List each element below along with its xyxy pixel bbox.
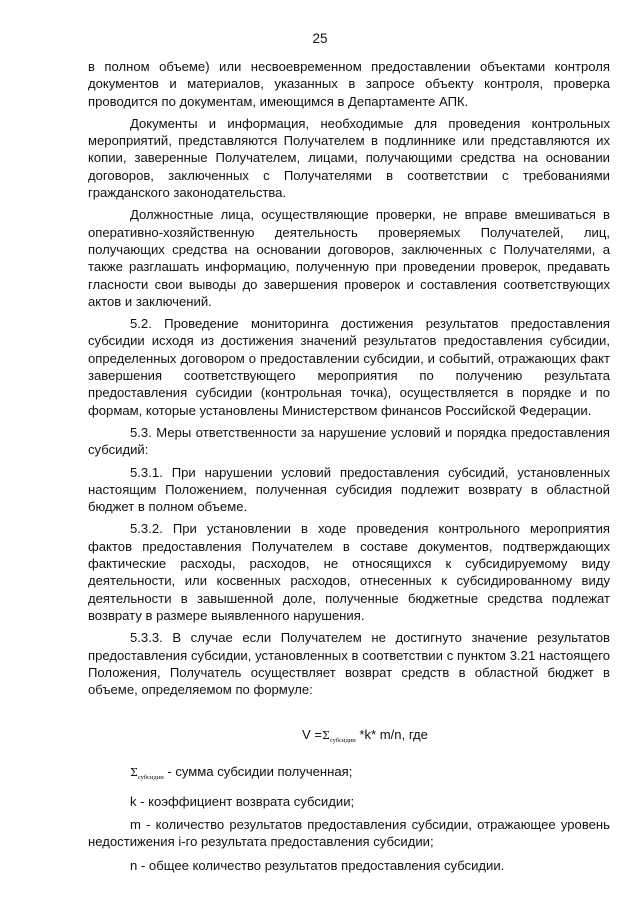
legend-n: n - общее количество результатов предоставления субсидии. (130, 857, 505, 873)
paragraph-5-3-1: 5.3.1. При нарушении условий предоставления субсидий, установленных настоящим Положением, полученная субсидия подлежит возврату в областной бюджет в полном объеме. (88, 464, 610, 515)
legend-sigma (88, 763, 610, 786)
sigma-subscript: субсидии (137, 774, 164, 782)
page-number: 25 (312, 31, 328, 46)
sigma-subscript: субсидии (329, 737, 356, 745)
paragraph-officials: Должностные лица, осуществляющие проверки, не вправе вмешиваться в оперативно-хозяйственную деятельность проверяемых Получателей, лиц, получающих средства на основании договоров, заключенных с Получателями, а также разглашать информацию, полученную при проведении проверок, предавать гласности свои выводы до завершения проверок и составления соответствующих актов и заключений. (88, 207, 610, 309)
paragraph-5-3-3: 5.3.3. В случае если Получателем не достигнуто значение результатов предоставления субсидии, установленных в соответствии с пунктом 3.21 настоящего Положения, Получатель осуществляет возврат средств в областной бюджет в объеме, определяемом по формуле: (88, 630, 610, 698)
legend-m: m - количество результатов предоставления субсидии, отражающее уровень недостижения i-го результата предоставления субсидии; (88, 816, 610, 850)
paragraph-5-3-2: 5.3.2. При установлении в ходе проведения контрольного мероприятия фактов предоставления Получателем в составе документов, подтверждающих фактические расходы, расходов, не относящихся к субсидируемому виду деятельности, или косвенных расходов, отнесенных к субсидированному виду деятельности в завышенной доле, полученные бюджетные средства подлежат возврату в размере выявленного нарушения. (88, 521, 610, 623)
paragraph-documents: Документы и информация, необходимые для проведения контрольных мероприятий, представляются Получателем в подлиннике или представляются их копии, заверенные Получателем, лицами, получающими средства на основании договоров, заключенных с Получателями в соответствии с требованиями гражданского законодательства. (88, 115, 610, 201)
sigma-symbol: Σ (130, 766, 138, 780)
legend-k: k - коэффициент возврата субсидии; (130, 793, 355, 809)
paragraph-continuation: в полном объеме) или несвоевременном предоставлении объектами контроля документов и материалов, указанных в запросе объекту контроля, проверка проводится по документам, имеющимся в Департаменте АПК. (88, 59, 610, 109)
formula-lhs: V = (302, 727, 323, 743)
document-body (88, 58, 610, 880)
legend-sigma-text: - сумма субсидии полученная; (163, 764, 353, 780)
formula (88, 726, 610, 749)
paragraph-5-2: 5.2. Проведение мониторинга достижения результатов предоставления субсидии исходя из достижения значений результатов предоставления субсидии, определенных договором о предоставлении субсидии, и событий, отражающих факт завершения соответствующего мероприятия по получению результата предоставления субсидии (контрольная точка), осуществляется в порядке и по формам, которые установлены Министерством финансов Российской Федерации. (88, 316, 610, 418)
sigma-symbol: Σ (322, 729, 330, 743)
formula-rhs: *k* m/n, где (355, 727, 428, 743)
paragraph-5-3: 5.3. Меры ответственности за нарушение условий и порядка предоставления субсидий: (88, 424, 610, 458)
